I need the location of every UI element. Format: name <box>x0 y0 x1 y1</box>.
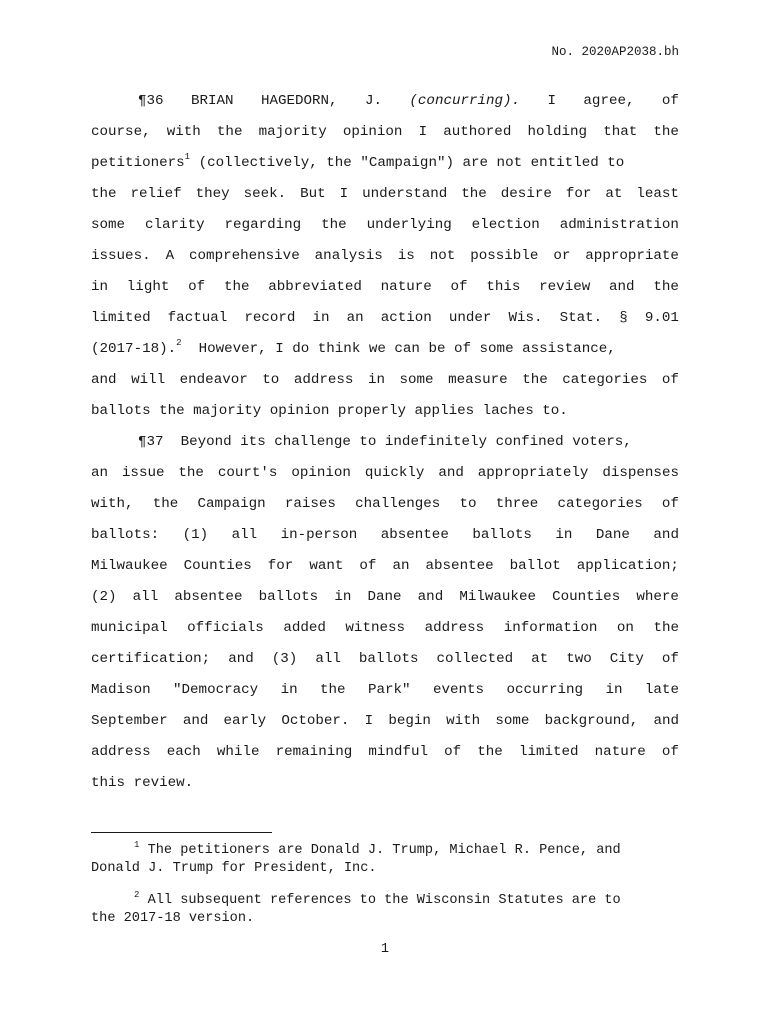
word: with <box>166 124 201 140</box>
word: authored <box>443 124 512 140</box>
word: all <box>132 589 159 605</box>
word: I <box>547 93 557 109</box>
word: occurring <box>506 682 584 698</box>
word: challenges <box>355 496 441 512</box>
word: the <box>477 744 503 760</box>
p37-line <box>91 458 679 489</box>
word: (2) <box>91 589 117 605</box>
p36-line <box>91 210 679 241</box>
word: where <box>636 589 679 605</box>
word: mindful <box>368 744 428 760</box>
p37-line <box>91 582 679 613</box>
word: the <box>321 217 347 233</box>
word: limited <box>518 744 579 760</box>
word: of <box>188 279 206 295</box>
word: an <box>392 558 410 574</box>
word: late <box>644 682 679 698</box>
footnote-line: Donald J. Trump for President, Inc. <box>91 861 377 876</box>
word: dispenses <box>602 465 679 481</box>
word: election <box>471 217 540 233</box>
word: limited <box>91 310 151 326</box>
word: the <box>653 279 679 295</box>
word: in <box>367 372 385 388</box>
word: light <box>126 279 170 295</box>
footnote-divider <box>91 832 272 833</box>
word: court's <box>217 465 278 481</box>
word: clarity <box>145 217 205 233</box>
word: Wis. <box>508 310 543 326</box>
word: of <box>450 279 468 295</box>
word: to <box>459 496 477 512</box>
paragraph-marker-36: ¶36 <box>138 93 164 109</box>
word: at <box>605 186 623 202</box>
word: seek. <box>243 186 287 202</box>
word: some <box>495 713 530 729</box>
word: officials <box>187 620 264 636</box>
word: background, <box>544 713 639 729</box>
word: address <box>293 372 354 388</box>
word: ballots <box>258 589 319 605</box>
word: ballots <box>358 651 419 667</box>
word: Campaign <box>197 496 266 512</box>
word: and <box>228 651 254 667</box>
text-segment: ¶37 Beyond its challenge to indefinitely confined voters, <box>138 434 632 450</box>
word: But <box>300 186 326 202</box>
word: absentee <box>425 558 494 574</box>
word: least <box>636 186 679 202</box>
word: holding <box>527 124 588 140</box>
word: absentee <box>380 527 449 543</box>
word: (3) <box>271 651 298 667</box>
word: they <box>195 186 230 202</box>
word: and <box>438 465 464 481</box>
word: absentee <box>174 589 243 605</box>
text-segment: However, I do think we can be of some assistance, <box>181 341 616 357</box>
word: ballots: <box>91 527 160 543</box>
word: issues. <box>91 248 151 264</box>
word: categories <box>557 496 643 512</box>
word: with, <box>91 496 134 512</box>
word: for <box>267 558 294 574</box>
word: this <box>486 279 521 295</box>
p36-line <box>91 148 679 179</box>
word: will <box>131 372 166 388</box>
word: on <box>616 620 634 636</box>
word: the <box>653 124 679 140</box>
word: in <box>334 589 352 605</box>
word: categories <box>562 372 648 388</box>
word: not <box>429 248 456 264</box>
word: to <box>262 372 280 388</box>
word: J. <box>364 93 382 109</box>
p36-line: ballots the majority opinion properly applies laches to. <box>91 403 568 419</box>
word: I <box>339 186 349 202</box>
word: added <box>283 620 326 636</box>
word: Stat. <box>559 310 603 326</box>
word: 9.01 <box>644 310 679 326</box>
word: Madison <box>91 682 151 698</box>
word: October. <box>281 713 350 729</box>
word: each <box>166 744 201 760</box>
word: the <box>216 124 243 140</box>
word: of <box>359 558 377 574</box>
p36-line <box>91 241 679 272</box>
word: or <box>553 248 571 264</box>
word: and <box>91 372 117 388</box>
word: "Democracy <box>173 682 259 698</box>
footnote-mark: 2 <box>134 890 140 900</box>
footnote-ref-1[interactable]: 1 <box>184 152 191 162</box>
word: all <box>231 527 258 543</box>
footnote-mark: 1 <box>134 840 140 850</box>
word: in <box>555 527 573 543</box>
word: the <box>653 620 679 636</box>
word: Park" <box>367 682 411 698</box>
word: the <box>320 682 346 698</box>
word: September <box>91 713 168 729</box>
footnote-text: The petitioners are Donald J. Trump, Michael R. Pence, and <box>147 843 621 858</box>
word: raises <box>284 496 336 512</box>
word: and <box>653 713 679 729</box>
word: under <box>448 310 492 326</box>
p36-line <box>91 365 679 396</box>
word: Counties <box>552 589 621 605</box>
p36-line <box>91 334 679 365</box>
word: begin <box>388 713 431 729</box>
word: understand <box>362 186 448 202</box>
footnote-1 <box>91 842 681 878</box>
word: the <box>178 465 204 481</box>
word: abbreviated <box>268 279 362 295</box>
word: in <box>280 682 298 698</box>
word: all <box>315 651 341 667</box>
p36-line <box>91 117 679 148</box>
word: for <box>565 186 592 202</box>
word: and <box>182 713 209 729</box>
p37-line <box>91 706 679 737</box>
word: is <box>397 248 415 264</box>
p37-line <box>91 737 679 768</box>
word: administration <box>559 217 679 233</box>
word: information <box>503 620 598 636</box>
word: endeavor <box>179 372 248 388</box>
p36-line-1 <box>91 86 679 117</box>
word: City <box>609 651 644 667</box>
p36-line <box>91 272 679 303</box>
word: majority <box>258 124 327 140</box>
word: an <box>91 465 109 481</box>
word: that <box>603 124 638 140</box>
word: course, <box>91 124 151 140</box>
p36-line <box>91 179 679 210</box>
word: analysis <box>314 248 383 264</box>
p37-line-1 <box>91 427 679 458</box>
word: (1) <box>182 527 209 543</box>
word: I <box>364 713 374 729</box>
word: quickly <box>364 465 425 481</box>
footnote-ref-2[interactable]: 2 <box>176 338 182 348</box>
word: Counties <box>183 558 252 574</box>
word: application; <box>576 558 679 574</box>
word: of <box>661 93 679 109</box>
word: the <box>91 186 117 202</box>
word: appropriate <box>585 248 679 264</box>
word: ballots <box>472 527 532 543</box>
word: Milwaukee <box>91 558 168 574</box>
word: and <box>609 279 635 295</box>
word: with <box>446 713 481 729</box>
word: BRIAN <box>190 93 234 109</box>
word: remaining <box>275 744 353 760</box>
p37-line <box>91 520 679 551</box>
word: and <box>653 527 679 543</box>
concurring-label: (concurring). <box>409 93 521 109</box>
word: want <box>309 558 344 574</box>
word: in <box>605 682 623 698</box>
word: the <box>461 186 487 202</box>
word: Milwaukee <box>459 589 536 605</box>
footnote-line <box>91 892 681 910</box>
word: factual <box>167 310 228 326</box>
word: an <box>346 310 364 326</box>
word: witness <box>345 620 406 636</box>
p37-line <box>91 675 679 706</box>
word: in <box>312 310 330 326</box>
word: of <box>661 744 679 760</box>
word: opinion <box>342 124 403 140</box>
word: regarding <box>224 217 302 233</box>
word: HAGEDORN, <box>260 93 338 109</box>
p37-line <box>91 489 679 520</box>
word: certification; <box>91 651 211 667</box>
footnote-line: the 2017-18 version. <box>91 911 255 926</box>
word: Dane <box>595 527 630 543</box>
word: three <box>495 496 539 512</box>
text-segment: (2017-18). <box>91 341 177 357</box>
text-segment: petitioners <box>91 155 185 171</box>
word: in <box>91 279 109 295</box>
word: of <box>661 651 679 667</box>
word: events <box>432 682 485 698</box>
word: § <box>619 310 628 326</box>
word: nature <box>594 744 646 760</box>
word: address <box>424 620 485 636</box>
word: early <box>223 713 267 729</box>
word: possible <box>470 248 539 264</box>
word: opinion <box>291 465 351 481</box>
word: the <box>223 279 250 295</box>
word: while <box>216 744 260 760</box>
word: of <box>661 496 679 512</box>
footnote-text: All subsequent references to the Wisconsin Statutes are to <box>147 893 621 908</box>
page-number: 1 <box>380 942 390 957</box>
p37-line <box>91 644 679 675</box>
word: the <box>152 496 179 512</box>
word: I <box>418 124 428 140</box>
word: underlying <box>366 217 452 233</box>
opinion-body <box>91 86 679 799</box>
word: municipal <box>91 620 168 636</box>
word: agree, <box>583 93 635 109</box>
word: of <box>444 744 462 760</box>
word: of <box>661 372 679 388</box>
footnote-line <box>91 842 681 860</box>
p37-line: this review. <box>91 775 194 791</box>
p37-line <box>91 551 679 582</box>
p37-line <box>91 613 679 644</box>
word: issue <box>121 465 165 481</box>
word: two <box>566 651 592 667</box>
word: desire <box>500 186 552 202</box>
word: and <box>417 589 444 605</box>
word: some <box>91 217 126 233</box>
word: appropriately <box>477 465 589 481</box>
word: measure <box>448 372 508 388</box>
word: nature <box>380 279 432 295</box>
word: record <box>244 310 296 326</box>
word: relief <box>130 186 182 202</box>
footnote-2 <box>91 892 681 928</box>
word: action <box>380 310 432 326</box>
word: some <box>399 372 434 388</box>
word: Dane <box>367 589 402 605</box>
word: in-person <box>280 527 358 543</box>
word: the <box>522 372 548 388</box>
word: collected <box>436 651 514 667</box>
document-number: No. 2020AP2038.bh <box>551 45 679 59</box>
text-segment: (collectively, the "Campaign") are not entitled to <box>190 155 625 171</box>
word: A <box>165 248 175 264</box>
word: ballot <box>509 558 561 574</box>
word: comprehensive <box>189 248 300 264</box>
word: at <box>531 651 549 667</box>
word: address <box>91 744 151 760</box>
word: review <box>539 279 591 295</box>
